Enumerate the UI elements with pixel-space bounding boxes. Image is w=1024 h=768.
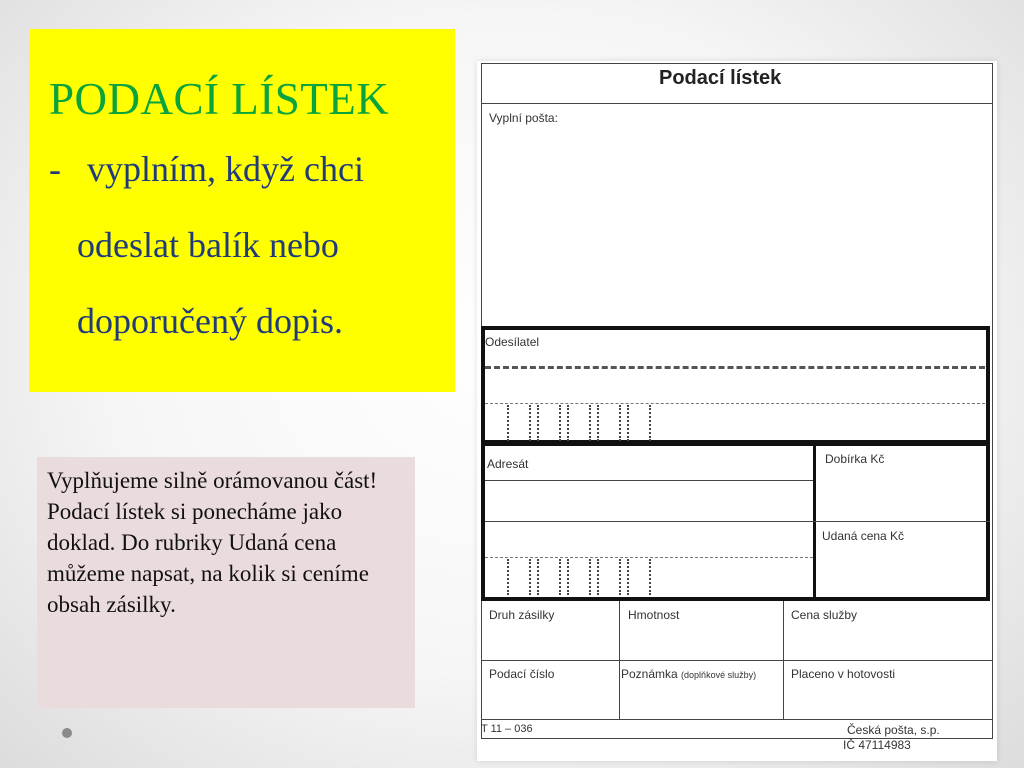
company-ico: IČ 47114983 — [843, 738, 911, 752]
title-dash: - — [49, 149, 61, 189]
label-poznamka — [621, 667, 756, 681]
label-podaci-cislo: Podací číslo — [489, 667, 555, 681]
label-placeno: Placeno v hotovosti — [791, 667, 896, 681]
sender-postcode-boxes — [507, 405, 651, 441]
grid-row-2 — [481, 719, 993, 720]
poznamka-text: Poznámka — [621, 667, 678, 681]
label-udana-cena: Udaná cena Kč — [822, 529, 905, 543]
form-header-divider — [481, 103, 993, 104]
company-name: Česká pošta, s.p. — [847, 723, 940, 737]
recipient-line-1 — [485, 480, 813, 481]
sender-line-1 — [485, 366, 985, 369]
label-adresat: Adresát — [487, 457, 529, 471]
form-code: T 11 – 036 — [481, 723, 533, 735]
title-box — [29, 29, 455, 392]
label-hmotnost: Hmotnost — [628, 608, 680, 622]
label-dobirka: Dobírka Kč — [825, 452, 885, 466]
grid-row-1 — [481, 660, 993, 661]
slide-subtitle — [49, 131, 437, 359]
sender-line-2 — [485, 403, 985, 404]
label-odesilatel: Odesílatel — [485, 335, 540, 349]
label-cena-sluzby: Cena služby — [791, 608, 858, 622]
label-druh-zasilky: Druh zásilky — [489, 608, 555, 622]
bullet-dot — [62, 728, 72, 738]
form-header: Podací lístek — [659, 67, 782, 89]
label-vyplni-posta: Vyplní pošta: — [489, 111, 558, 125]
subtitle-line-3: doporučený dopis. — [77, 301, 343, 341]
recipient-line-3 — [485, 557, 813, 558]
recipient-line-2 — [485, 521, 990, 522]
subtitle-line-1: vyplním, když chci — [87, 149, 364, 189]
note-box: Vyplňujeme silně orámovanou část! Podací lístek si ponecháme jako doklad. Do rubriky Udaná cena můžeme napsat, na kolik si ceníme obsah zásilky. — [37, 457, 415, 708]
subtitle-line-2: odeslat balík nebo — [77, 225, 339, 265]
slide-title: PODACÍ LÍSTEK — [49, 74, 390, 124]
recipient-postcode-boxes — [507, 559, 651, 595]
postal-form-image — [477, 61, 997, 761]
poznamka-small-text: (doplňkové služby) — [681, 670, 757, 680]
